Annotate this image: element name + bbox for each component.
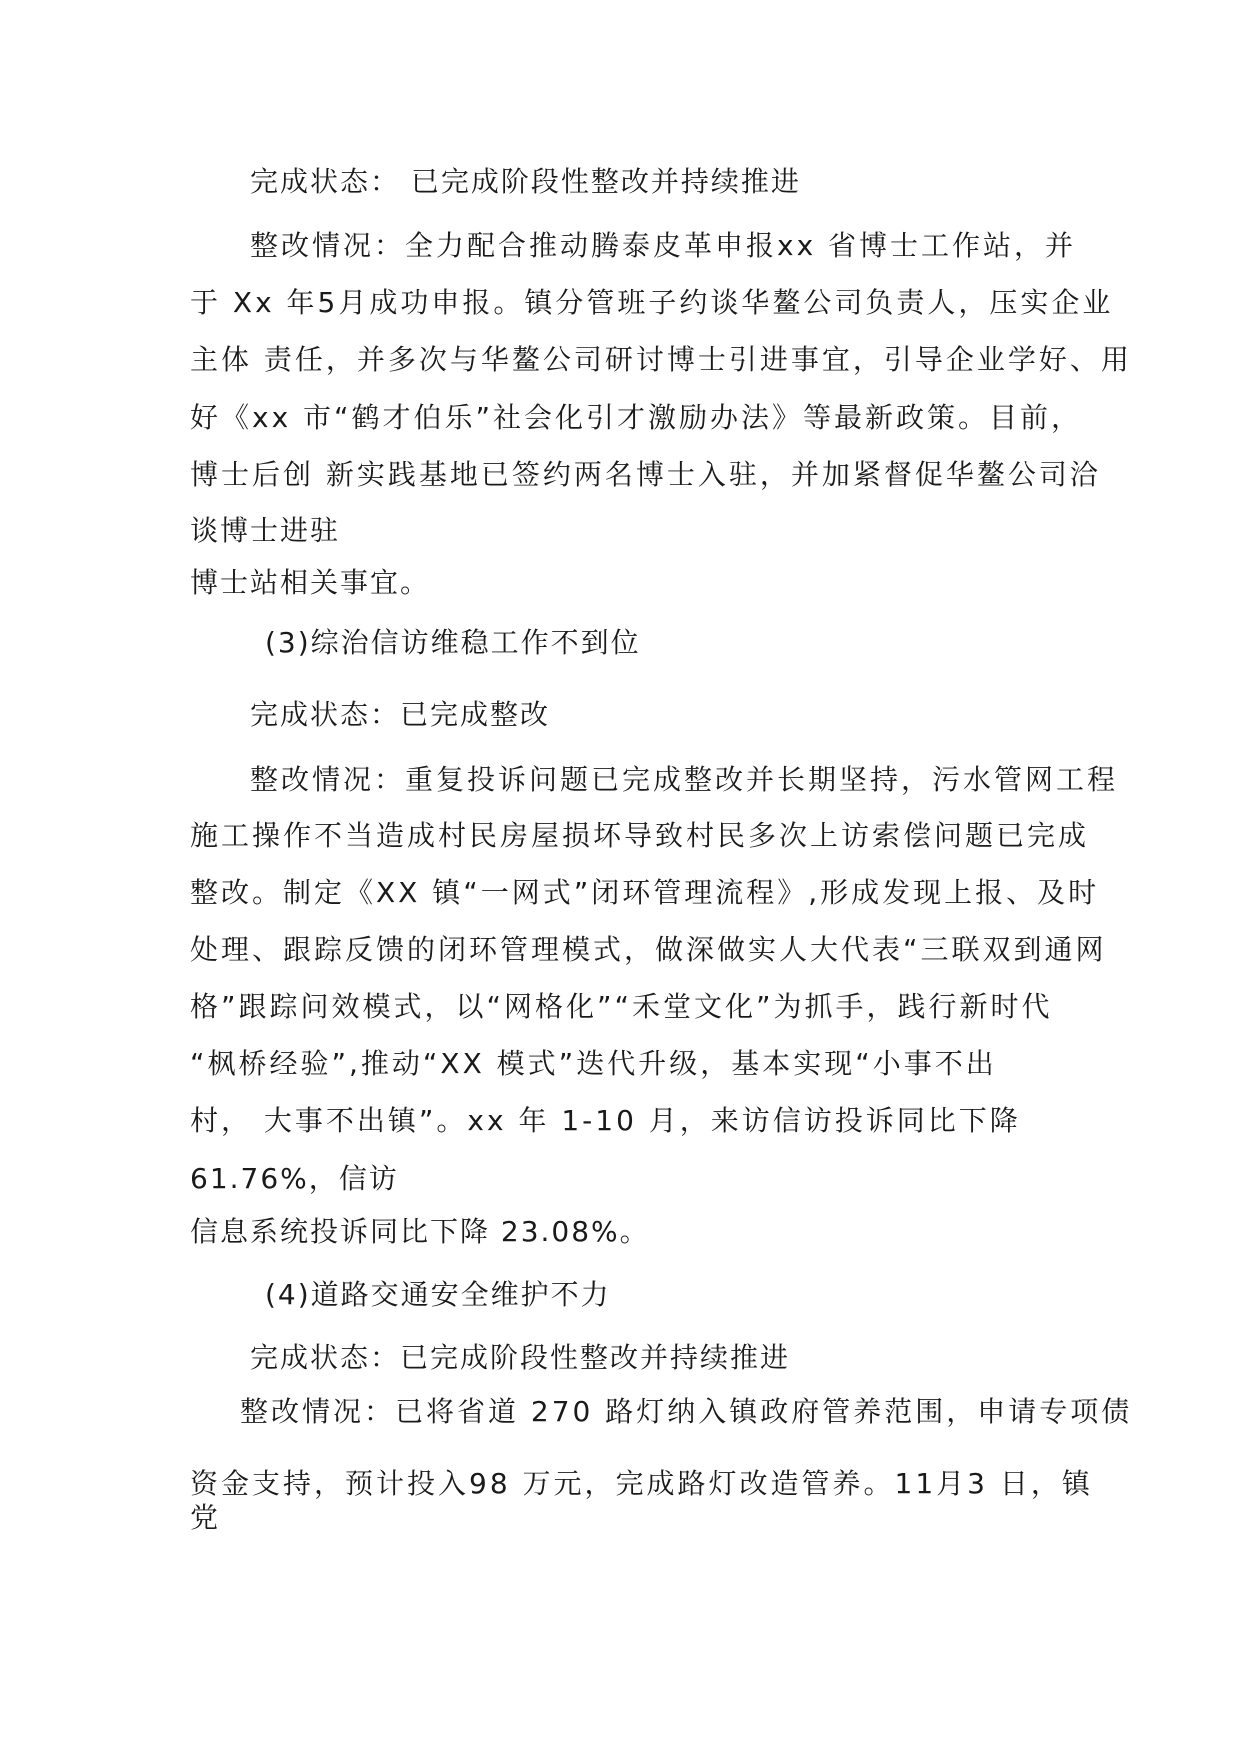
rectification-paragraph-line: 主体 责任，并多次与华鳌公司研讨博士引进事宜，引导企业学好、用 <box>190 343 1132 376</box>
rectification-paragraph-line: 博士站相关事宜。 <box>190 566 431 599</box>
rectification-paragraph-line: 博士后创 新实践基地已签约两名博士入驻，并加紧督促华鳌公司洽 <box>190 458 1101 491</box>
rectification-paragraph-line: 整改。制定《XX 镇“一网式”闭环管理流程》,形成发现上报、及时 <box>190 876 1100 909</box>
rectification-paragraph-line: 整改情况：重复投诉问题已完成整改并长期坚持，污水管网工程 <box>250 763 1119 796</box>
section-heading: (4)道路交通安全维护不力 <box>265 1278 611 1311</box>
rectification-paragraph-line: 整改情况：已将省道 270 路灯纳入镇政府管养范围，申请专项债 <box>240 1395 1133 1428</box>
rectification-paragraph-line: 好《xx 市“鹤才伯乐”社会化引才激励办法》等最新政策。目前， <box>190 401 1083 434</box>
rectification-paragraph-line: 资金支持，预计投入98 万元，完成路灯改造管养。11月3 日，镇 <box>190 1467 1093 1500</box>
rectification-paragraph-line: 信息系统投诉同比下降 23.08%。 <box>190 1215 650 1248</box>
completion-status-line: 完成状态：已完成整改 <box>250 698 551 731</box>
rectification-paragraph-line: 格”跟踪问效模式，以“网格化”“禾堂文化”为抓手，践行新时代 <box>190 990 1053 1023</box>
rectification-paragraph-line: 施工操作不当造成村民房屋损坏导致村民多次上访索偿问题已完成 <box>190 819 1090 852</box>
rectification-paragraph-line: 党 <box>190 1501 221 1534</box>
rectification-paragraph-line: 整改情况：全力配合推动腾泰皮革申报xx 省博士工作站，并 <box>250 229 1077 262</box>
completion-status-line: 完成状态：已完成阶段性整改并持续推进 <box>250 1341 791 1374</box>
rectification-paragraph-line: “枫桥经验”,推动“XX 模式”迭代升级，基本实现“小事不出 <box>190 1047 997 1080</box>
rectification-paragraph-line: 61.76%，信访 <box>190 1162 399 1195</box>
rectification-paragraph-line: 于 Xx 年5月成功申报。镇分管班子约谈华鳌公司负责人，压实企业 <box>190 286 1114 319</box>
rectification-paragraph-line: 村， 大事不出镇”。xx 年 1-10 月，来访信访投诉同比下降 <box>190 1104 1021 1137</box>
section-heading: (3)综治信访维稳工作不到位 <box>265 626 641 659</box>
rectification-paragraph-line: 处理、跟踪反馈的闭环管理模式，做深做实人大代表“三联双到通网 <box>190 933 1107 966</box>
rectification-paragraph-line: 谈博士进驻 <box>190 514 341 547</box>
completion-status-line: 完成状态： 已完成阶段性整改并持续推进 <box>250 165 801 198</box>
